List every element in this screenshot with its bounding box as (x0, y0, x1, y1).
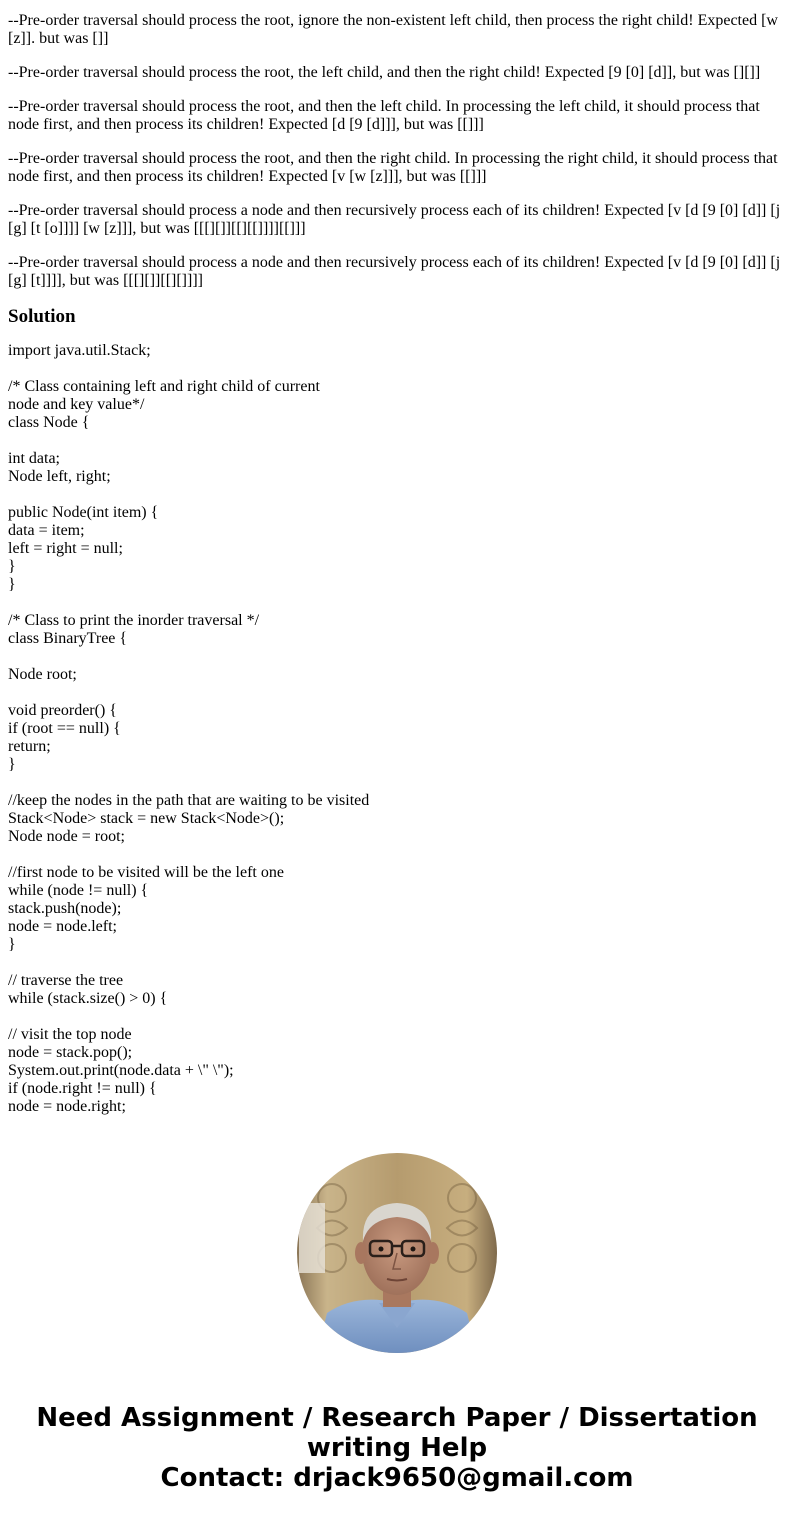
code-line: Node node = root; (8, 828, 125, 845)
solution-code (8, 342, 786, 1116)
code-line: System.out.print(node.data + \" \"); (8, 1062, 234, 1079)
code-line (8, 486, 786, 504)
code-line: //first node to be visited will be the left one (8, 864, 284, 881)
code-line: /* Class containing left and right child of current (8, 378, 320, 395)
test-message-3: --Pre-order traversal should process the root, and then the left child. In processing the left child, it should process that node first, and then process its children! Expected [d [9 [d]]], but was [[]]] (8, 98, 760, 133)
author-photo (297, 1153, 497, 1353)
code-line (8, 360, 786, 378)
code-line: // traverse the tree (8, 972, 124, 989)
code-line: node = node.right; (8, 1098, 126, 1115)
code-line (8, 432, 786, 450)
code-line: node = node.left; (8, 918, 117, 935)
code-line: //keep the nodes in the path that are waiting to be visited (8, 792, 370, 809)
code-line (8, 774, 786, 792)
test-message-4: --Pre-order traversal should process the root, and then the right child. In processing the right child, it should process that node first, and then process its children! Expected [v [w [z]]], but was [[]]] (8, 150, 778, 185)
promo-line-2: writing Help (306, 1433, 488, 1463)
code-line: } (8, 756, 16, 773)
code-line (8, 1008, 786, 1026)
code-line: Node root; (8, 666, 77, 683)
promo-footer (0, 1403, 794, 1493)
code-line: } (8, 576, 16, 593)
test-message-2: --Pre-order traversal should process the root, the left child, and then the right child! Expected [9 [0] [d]], but was [][]] (8, 64, 761, 81)
code-line: // visit the top node (8, 1026, 132, 1043)
code-line: data = item; (8, 522, 85, 539)
code-line: class Node { (8, 414, 90, 431)
author-photo-image (297, 1153, 497, 1353)
promo-line-1: Need Assignment / Research Paper / Dissertation (36, 1403, 758, 1433)
code-line: node = stack.pop(); (8, 1044, 133, 1061)
code-line (8, 594, 786, 612)
test-message-5: --Pre-order traversal should process a node and then recursively process each of its children! Expected [v [d [9 [0] [d]] [j [g] [t [o]]]] [w [z]]], but was [[[][]][[][[]]]][[]]] (8, 202, 781, 237)
code-line: } (8, 936, 16, 953)
solution-heading: Solution (8, 306, 76, 327)
code-line: Node left, right; (8, 468, 111, 485)
code-line: Stack<Node> stack = new Stack<Node>(); (8, 810, 285, 827)
code-line: left = right = null; (8, 540, 123, 557)
code-line: import java.util.Stack; (8, 342, 151, 359)
code-line: void preorder() { (8, 702, 117, 719)
code-line: int data; (8, 450, 60, 467)
test-message-6: --Pre-order traversal should process a node and then recursively process each of its children! Expected [v [d [9 [0] [d]] [j [g] [t]]]], but was [[[][]][[][]]]] (8, 254, 781, 289)
promo-contact: Contact: drjack9650@gmail.com (160, 1463, 634, 1493)
test-message-1: --Pre-order traversal should process the root, ignore the non-existent left child, then process the right child! Expected [w [z]]. but was []] (8, 12, 778, 47)
code-line: node and key value*/ (8, 396, 145, 413)
code-line: while (stack.size() > 0) { (8, 990, 168, 1007)
code-line: while (node != null) { (8, 882, 149, 899)
code-line (8, 846, 786, 864)
code-line: class BinaryTree { (8, 630, 128, 647)
code-line: if (root == null) { (8, 720, 121, 737)
code-line (8, 684, 786, 702)
code-line: if (node.right != null) { (8, 1080, 157, 1097)
document-content (8, 12, 786, 1116)
code-line: stack.push(node); (8, 900, 122, 917)
code-line: } (8, 558, 16, 575)
code-line: public Node(int item) { (8, 504, 159, 521)
code-line (8, 648, 786, 666)
code-line (8, 954, 786, 972)
code-line: /* Class to print the inorder traversal */ (8, 612, 260, 629)
code-line: return; (8, 738, 51, 755)
